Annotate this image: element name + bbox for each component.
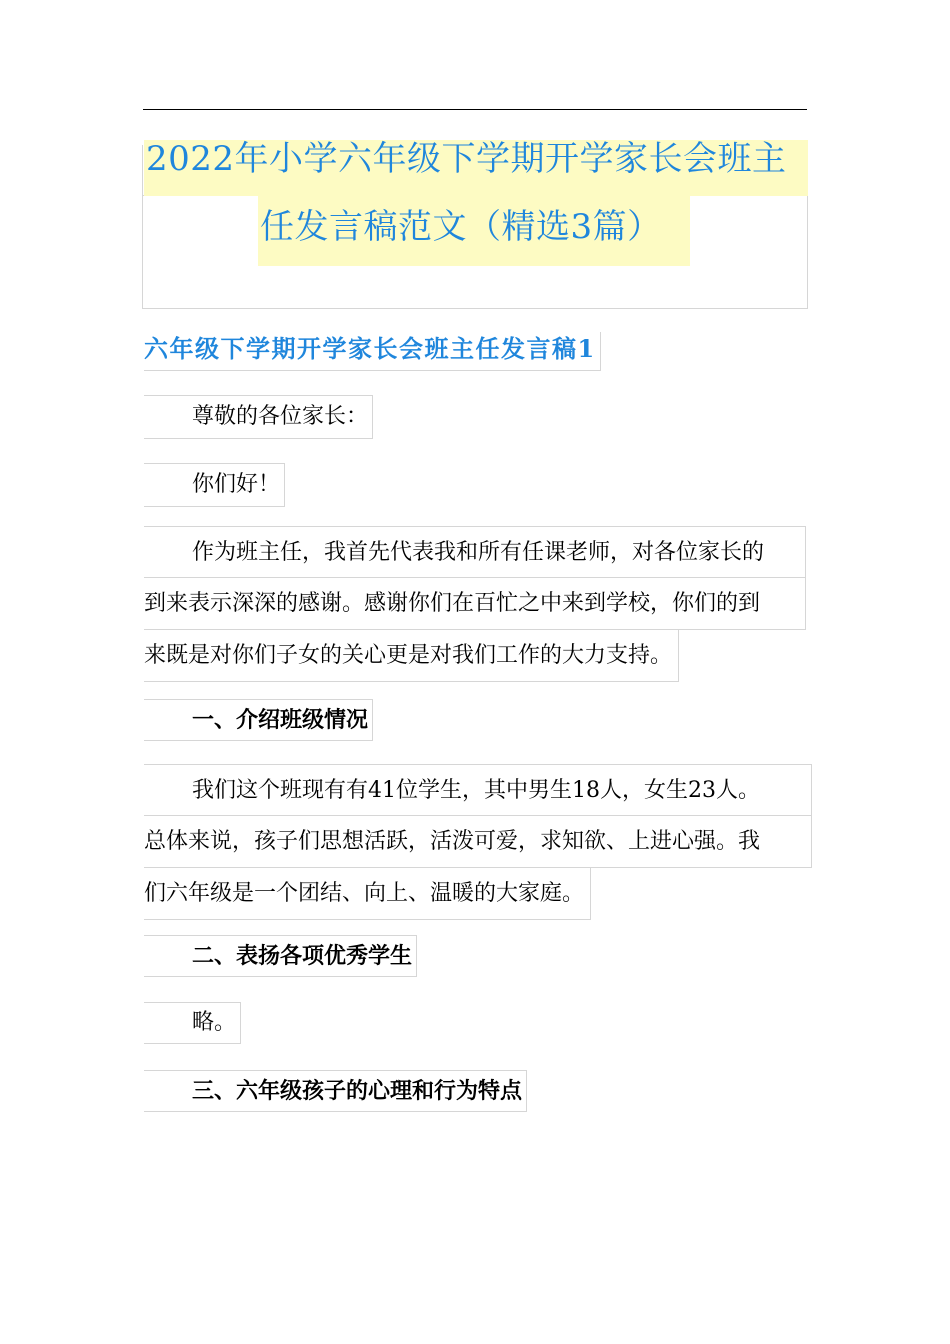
hello-paragraph bbox=[144, 463, 285, 507]
section1-line-2: 总体来说，孩子们思想活跃，活泼可爱，求知欲、上进心强。我 bbox=[144, 816, 812, 868]
document-title-line-1: 2022年小学六年级下学期开学家长会班主 bbox=[144, 140, 808, 196]
greeting-text: 尊敬的各位家长： bbox=[192, 404, 369, 429]
greeting-paragraph bbox=[144, 395, 373, 439]
section1-line-1: 我们这个班现有有41位学生，其中男生18人，女生23人。 bbox=[144, 764, 812, 816]
section2-body bbox=[144, 1002, 241, 1044]
intro-paragraph bbox=[144, 526, 806, 682]
document-title-line-2: 任发言稿范文（精选3篇） bbox=[258, 196, 690, 266]
hello-text: 你们好！ bbox=[192, 472, 281, 497]
section1-paragraph bbox=[144, 764, 812, 920]
section2-heading-text: 二、表扬各项优秀学生 bbox=[192, 943, 413, 969]
section3-heading bbox=[144, 1070, 527, 1112]
section3-heading-text: 三、六年级孩子的心理和行为特点 bbox=[192, 1078, 523, 1104]
section-subtitle: 六年级下学期开学家长会班主任发言稿1 bbox=[144, 332, 601, 371]
section2-heading bbox=[144, 935, 417, 977]
intro-line-3: 来既是对你们子女的关心更是对我们工作的大力支持。 bbox=[144, 630, 679, 682]
section1-line-3: 们六年级是一个团结、向上、温暖的大家庭。 bbox=[144, 868, 591, 920]
intro-line-2: 到来表示深深的感谢。感谢你们在百忙之中来到学校，你们的到 bbox=[144, 578, 806, 630]
section2-body-text: 略。 bbox=[192, 1010, 237, 1035]
top-rule bbox=[143, 109, 807, 110]
intro-line-1: 作为班主任，我首先代表我和所有任课老师，对各位家长的 bbox=[144, 526, 806, 578]
section1-heading bbox=[144, 699, 373, 741]
section1-heading-text: 一、介绍班级情况 bbox=[192, 707, 369, 733]
